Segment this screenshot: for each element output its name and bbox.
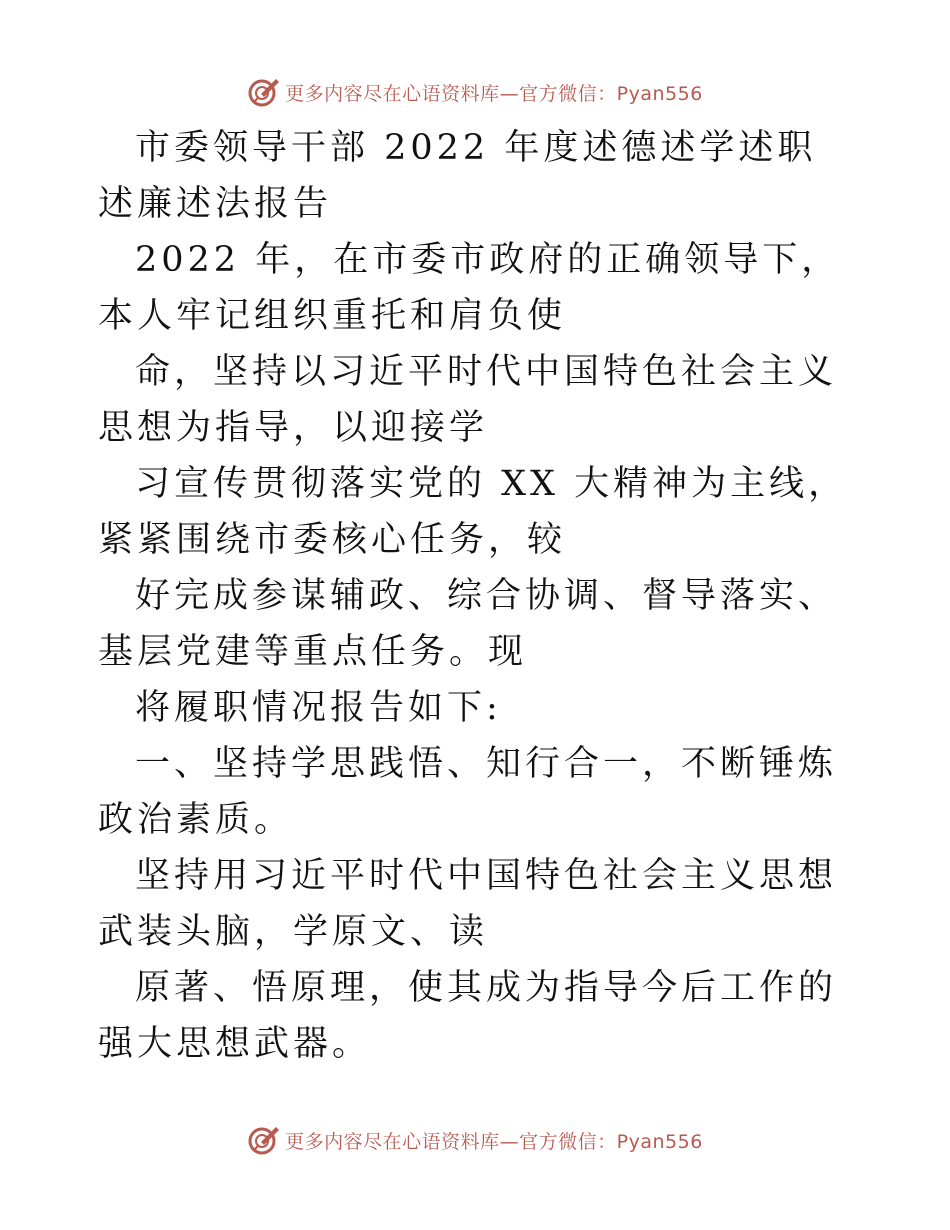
paragraph: 原著、悟原理，使其成为指导今后工作的强大思想武器。 [98,968,838,1064]
footer-watermark [0,1120,950,1160]
paragraph: 坚持用习近平时代中国特色社会主义思想武装头脑，学原文、读 [98,856,838,952]
watermark-text: 更多内容尽在心语资料库—官方微信：Pyan556 [285,82,703,105]
watermark-text: 更多内容尽在心语资料库—官方微信：Pyan556 [285,1130,703,1153]
pen-nib-logo-icon [247,1123,281,1157]
pen-nib-logo-icon [247,75,281,109]
paragraph: 习宣传贯彻落实党的 XX 大精神为主线，紧紧围绕市委核心任务，较 [98,464,848,560]
document-body [98,120,850,1072]
paragraph: 命，坚持以习近平时代中国特色社会主义思想为指导，以迎接学 [98,352,838,448]
header-watermark [0,72,950,112]
document-title: 市委领导干部 2022 年度述德述学述职述廉述法报告 [98,128,817,224]
paragraph: 好完成参谋辅政、综合协调、督导落实、基层党建等重点任务。现 [98,576,838,672]
paragraph: 将履职情况报告如下: [135,688,502,728]
paragraph: 2022 年，在市委市政府的正确领导下，本人牢记组织重托和肩负使 [98,240,841,336]
section-heading: 一、坚持学思践悟、知行合一，不断锤炼政治素质。 [98,744,838,840]
